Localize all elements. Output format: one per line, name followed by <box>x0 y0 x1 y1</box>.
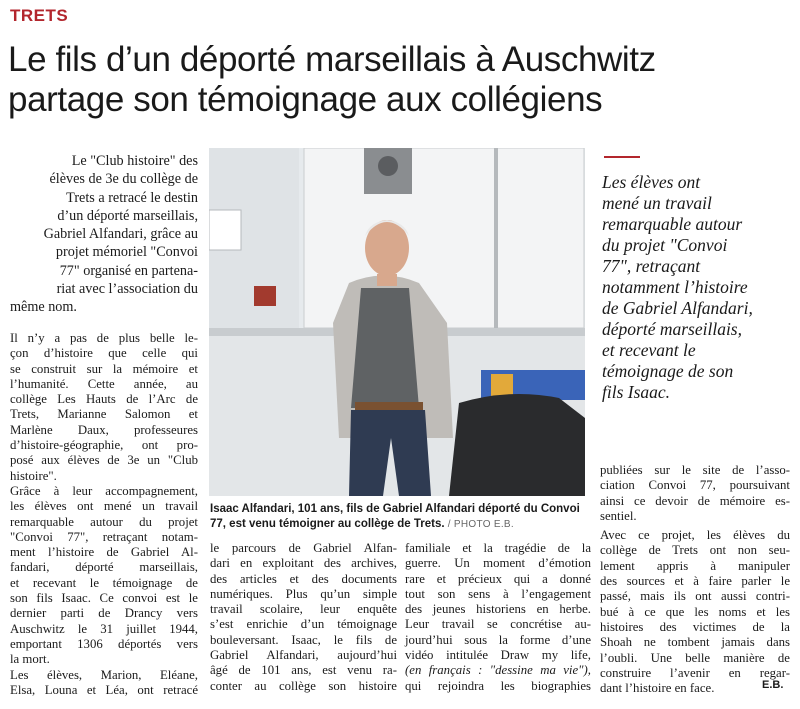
pullquote-line: déporté marseillais, <box>602 319 742 339</box>
body-line: l’humanité. Cette année, au <box>10 376 198 391</box>
body-line: publiées sur le site de l’asso- <box>600 463 790 477</box>
pullquote-line: notamment l’histoire <box>602 277 748 297</box>
pullquote-line: du projet "Convoi <box>602 235 728 255</box>
standfirst-line: Le "Club histoire" des <box>71 153 198 169</box>
body-line: Avec ce projet, les élèves du <box>600 528 790 543</box>
body-line: travail scolaire, leur enquête <box>210 602 397 617</box>
article-column-2 <box>210 541 397 694</box>
pullquote-rule-top <box>604 156 640 158</box>
body-line: Leur travail se concrétise au- <box>405 617 591 632</box>
body-line: dernier parti de Drancy vers <box>10 606 198 621</box>
body-line: construire l’avenir en regar- <box>600 665 790 680</box>
body-line: Gabriel Alfandari, aujourd’hui <box>210 648 397 663</box>
body-line: guerre. Un moment d’émotion <box>405 556 591 571</box>
standfirst <box>10 152 198 317</box>
body-line: ciation Convoi 77, poursuivant <box>600 478 790 493</box>
photo-caption <box>210 502 590 532</box>
body-line: vidéo intitulée Draw my life, <box>405 648 591 663</box>
section-rubric: TRETS <box>10 6 69 25</box>
body-line: des sources et à faire parler le <box>600 574 790 589</box>
pullquote-line: témoignage de son <box>602 361 734 381</box>
body-line: et recevant le témoignage de <box>10 575 198 590</box>
standfirst-line: d’un déporté marseillais, <box>57 207 198 224</box>
body-line: âgé de 101 ans, est venu ra- <box>210 663 397 678</box>
headline-line: partage son témoignage aux collégiens <box>8 80 603 119</box>
body-line: Il n’y a pas de plus belle le- <box>10 331 198 345</box>
body-line: ainsi ce devoir de mémoire es- <box>600 493 790 508</box>
body-line: "Convoi 77", retraçant notam- <box>10 529 198 544</box>
pullquote-line: mené un travail <box>602 193 712 213</box>
body-line: numériques. Plus qu’un simple <box>210 586 397 601</box>
body-line: jourd’hui sous la forme d’une <box>405 632 591 647</box>
body-line: emportant 1306 déportés vers <box>10 636 198 651</box>
pullquote <box>602 172 792 403</box>
caption-text: Isaac Alfandari, 101 ans, fils de Gabriel Alfandari déporté du Convoi 77, est venu témoigner au collège de Trets. <box>210 503 580 530</box>
pullquote-line: et recevant le <box>602 340 696 360</box>
body-line: Auschwitz le 31 juillet 1944, <box>10 621 198 636</box>
standfirst-line: Trets a retracé le destin <box>66 189 198 206</box>
body-line: qui rejoindra les biographies <box>405 678 591 693</box>
body-line: bué à ce que les noms et les <box>600 604 790 619</box>
article-column-3 <box>405 541 591 694</box>
body-line: collège Les Hauts de l’Arc de <box>10 392 198 407</box>
body-line: ment l’histoire de Gabriel Al- <box>10 545 198 560</box>
body-line: les élèves ont mené un travail <box>10 499 198 514</box>
body-line: Trets, Marianne Salomon et <box>10 407 198 422</box>
body-line: la mort. <box>10 652 50 667</box>
body-line: çon d’histoire que celle qui <box>10 346 198 361</box>
body-line: conter au collège son histoire <box>210 678 397 693</box>
body-line: son fils Isaac. Ce convoi est le <box>10 591 198 606</box>
body-line: d’histoire-géographie, ont pro- <box>10 438 198 453</box>
body-line: Les élèves, Marion, Eléane, <box>10 667 198 682</box>
pullquote-line: de Gabriel Alfandari, <box>602 298 753 318</box>
body-line: lement appris à manipuler <box>600 558 790 573</box>
body-line: passé, mais ils ont aussi contri- <box>600 589 790 604</box>
body-line: posé aux élèves de 3e un "Club <box>10 453 198 468</box>
body-line: familiale et la tragédie de la <box>405 541 591 555</box>
body-line: remarquable autour du projet <box>10 514 198 529</box>
body-line: histoires des victimes de la <box>600 619 790 634</box>
body-line: Shoah ne tombent jamais dans <box>600 635 790 650</box>
body-line: histoire". <box>10 468 57 483</box>
body-line: bouleversant. Isaac, le fils de <box>210 632 397 647</box>
article-column-4 <box>600 463 790 696</box>
body-line: tout son sens à l’engagement <box>405 586 591 601</box>
body-line: l’oubli. Une belle manière de <box>600 650 790 665</box>
pullquote-line: Les élèves ont <box>602 172 701 192</box>
pullquote-line: fils Isaac. <box>602 382 671 402</box>
body-line: le parcours de Gabriel Alfan- <box>210 541 397 555</box>
standfirst-line: riat avec l’association du <box>56 281 198 298</box>
standfirst-line: même nom. <box>10 299 77 316</box>
article-photo <box>209 148 585 496</box>
body-line: s’est enrichie d’un témoignage <box>210 617 397 632</box>
headline <box>8 40 793 120</box>
body-line: dant l’histoire en face. <box>600 681 715 696</box>
standfirst-line: Gabriel Alfandari, grâce au <box>43 226 198 243</box>
standfirst-line: 77" organisé en partena- <box>59 262 198 279</box>
body-line: Elsa, Louna et Léa, ont retracé <box>10 682 198 697</box>
photo-credit: / PHOTO E.B. <box>447 519 514 530</box>
pullquote-line: remarquable autour <box>602 214 743 234</box>
headline-line: Le fils d’un déporté marseillais à Auschwitz <box>8 40 656 79</box>
body-line: sentiel. <box>600 508 637 523</box>
body-line: des jeunes historiens en herbe. <box>405 602 591 617</box>
body-line: collège de Trets ont non seu- <box>600 543 790 558</box>
body-line: se construit sur la mémoire et <box>10 361 198 376</box>
body-line: (en français : "dessine ma vie"), <box>405 663 591 678</box>
body-line: des articles et des documents <box>210 571 397 586</box>
body-line: Marlène Daux, professeures <box>10 422 198 437</box>
photo-illustration <box>209 148 585 496</box>
standfirst-line: élèves de 3e du collège de <box>49 171 198 188</box>
body-line: fandari, déporté marseillais, <box>10 560 198 575</box>
body-line: Grâce à leur accompagnement, <box>10 483 198 498</box>
body-line: rare et précieux qui a donné <box>405 571 591 586</box>
pullquote-line: 77", retraçant <box>602 256 701 276</box>
author-signature: E.B. <box>762 679 784 691</box>
body-line: dari en exploitant des archives, <box>210 556 397 571</box>
article-column-1 <box>10 331 198 698</box>
standfirst-line: projet mémoriel "Convoi <box>55 244 198 261</box>
